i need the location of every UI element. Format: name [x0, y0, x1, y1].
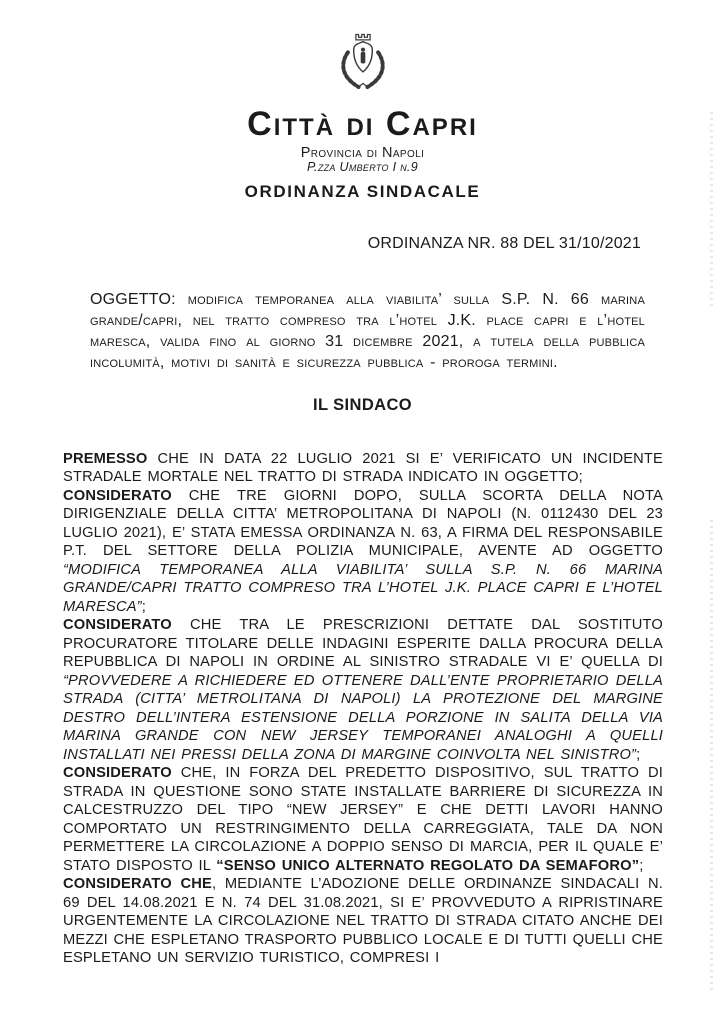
- body-paragraph: [63, 764, 663, 875]
- text-run: “SENSO UNICO ALTERNATO REGOLATO DA SEMAFORO”: [216, 857, 640, 874]
- text-run: CHE IN DATA 22 LUGLIO 2021 SI E’ VERIFICATO UN INCIDENTE STRADALE MORTALE NEL TRATTO DI STRADA INDICATO IN OGGETTO;: [63, 450, 663, 485]
- text-run: CONSIDERATO: [63, 617, 172, 633]
- text-run: CONSIDERATO: [63, 487, 172, 504]
- address-line: P.zza Umberto I n.9: [307, 160, 418, 174]
- capri-coat-of-arms-icon: [330, 31, 396, 95]
- text-run: CONSIDERATO: [63, 765, 172, 781]
- text-run: ;: [141, 598, 146, 615]
- scan-edge-stamp-top: [710, 112, 713, 307]
- text-run: ;: [636, 746, 641, 763]
- subject-text: modifica temporanea alla viabilita’ sulla S.P. N. 66 marina grande/capri, nel tratto compreso tra l’hotel J.K. place capri e l’hotel maresca, valida fino al giorno 31 dicembre 2021, a tutela della pubblica incolumità, motivi di sanità e sicurezza pubblica - proroga termini.: [90, 291, 645, 371]
- subject-paragraph: [90, 289, 645, 373]
- body-paragraph: [63, 450, 663, 487]
- letterhead: [0, 0, 725, 200]
- text-run: ;: [639, 857, 644, 874]
- issuer-heading: IL SINDACO: [312, 396, 413, 414]
- text-run: “PROVVEDERE A RICHIEDERE ED OTTENERE DALL’ENTE PROPRIETARIO DELLA STRADA (CITTA’ METROLITANA DI NAPOLI) LA PROTEZIONE DEL MARGINE DESTRO DELL’INTERA ESTENSIONE DELLA PORZIONE IN SALITA DELLA VIA MARINA GRANDE CON NEW JERSEY TEMPORANEI ANALOGHI A QUELLI INSTALLATI NEI PRESSI DELLA ZONA DI MARGINE COINVOLTA NEL SINISTRO”: [63, 672, 663, 763]
- text-run: “MODIFICA TEMPORANEA ALLA VIABILITA’ SULLA S.P. N. 66 MARINA GRANDE/CAPRI TRATTO COMPRESO TRA L’HOTEL J.K. PLACE CAPRI E L’HOTEL MARESCA”: [63, 561, 663, 615]
- text-run: PREMESSO: [63, 450, 148, 467]
- body-paragraph: [63, 487, 663, 617]
- municipality-name: Città di Capri: [247, 105, 478, 143]
- subject-label: OGGETTO:: [90, 291, 176, 308]
- body-paragraph: [63, 616, 663, 764]
- text-run: CHE, IN FORZA DEL PREDETTO DISPOSITIVO, SUL TRATTO DI STRADA IN QUESTIONE SONO STATE INSTALLATE BARRIERE DI SICUREZZA IN CALCESTRUZZO DEL TIPO “NEW JERSEY” E CHE DETTI LAVORI HANNO COMPORTATO UN RESTRINGIMENTO DELLA CARREGGIATA, TALE DA NON PERMETTERE LA CIRCOLAZIONE A DOPPIO SENSO DI MARCIA, PER IL QUALE E’ STATO DISPOSTO IL: [63, 765, 663, 874]
- text-run: CONSIDERATO CHE: [63, 876, 212, 892]
- text-run: CHE TRE GIORNI DOPO, SULLA SCORTA DELLA NOTA DIRIGENZIALE DELLA CITTA’ METROPOLITANA DI NAPOLI (N. 0112430 DEL 23 LUGLIO 2021), E’ STATA EMESSA ORDINANZA N. 63, A FIRMA DEL RESPONSABILE P.T. DEL SETTORE DELLA POLIZIA MUNICIPALE, AVENTE AD OGGETTO: [63, 487, 663, 559]
- province-line: Provincia di Napoli: [300, 145, 425, 161]
- scan-edge-stamp-bottom: [710, 520, 713, 990]
- body-paragraph: [63, 875, 663, 968]
- document-type-heading: ORDINANZA SINDACALE: [244, 182, 481, 201]
- body-paragraphs: [63, 450, 663, 968]
- text-run: , MEDIANTE L’ADOZIONE DELLE ORDINANZE SINDACALI N. 69 DEL 14.08.2021 E N. 74 DEL 31.08.2021, SI E’ PROVVEDUTO A RIPRISTINARE URGENTEMENTE LA CIRCOLAZIONE NEL TRATTO DI STRADA CITATO ANCHE DEI MEZZI CHE ESPLETANO TRASPORTO PUBBLICO LOCALE E DI TUTTI QUELLI CHE ESPLETANO UN SERVIZIO TURISTICO, COMPRESI I: [63, 876, 663, 966]
- text-run: CHE TRA LE PRESCRIZIONI DETTATE DAL SOSTITUTO PROCURATORE TITOLARE DELLE INDAGINI ESPERITE DALLA PROCURA DELLA REPUBBLICA DI NAPOLI IN ORDINE AL SINISTRO STRADALE VI E’ QUELLA DI: [63, 617, 663, 670]
- ordinance-reference: ORDINANZA NR. 88 DEL 31/10/2021: [367, 235, 641, 252]
